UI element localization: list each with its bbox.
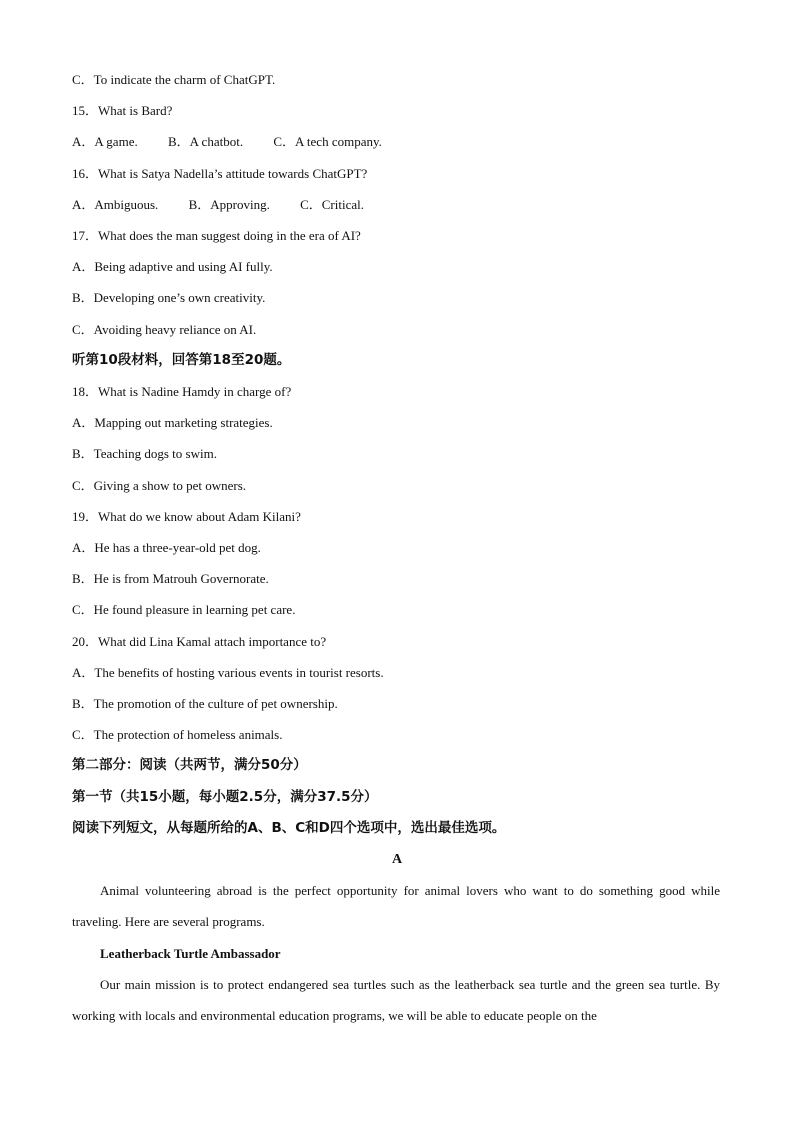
q16-option-b: B．Approving. [188,196,270,212]
program-title: Leatherback Turtle Ambassador [100,945,281,961]
reading-instruction: 阅读下列短文，从每题所给的A、B、C和D四个选项中，选出最佳选项。 [72,819,506,836]
q20-option-a: A．The benefits of hosting various events in tourist resorts. [72,664,384,680]
q16-option-c: C．Critical. [300,196,364,212]
q20-option-b: B．The promotion of the culture of pet ownership. [72,696,338,712]
q15-option-a: A．A game. [72,134,138,150]
q19-option-b: B．He is from Matrouh Governorate. [72,571,269,587]
q20-option-c: C．The protection of homeless animals. [72,727,283,743]
q17-stem: 17．What does the man suggest doing in the era of AI? [72,228,361,244]
section10-heading: 听第10段材料，回答第18至20题。 [72,351,291,368]
q14-option-c: C．To indicate the charm of ChatGPT. [72,72,276,87]
passage-label: A [391,852,403,868]
q15-option-c: C．A tech company. [273,134,382,150]
passage-intro: Animal volunteering abroad is the perfect opportunity for animal lovers who want to do something good while traveling. Here are several programs. [72,883,720,930]
q20-stem: 20．What did Lina Kamal attach importance to? [72,633,327,649]
q19-option-c: C．He found pleasure in learning pet care. [72,602,296,618]
q15-option-b: B．A chatbot. [167,134,244,150]
q19-option-a: A．He has a three-year-old pet dog. [72,540,261,556]
program-text: Our main mission is to protect endangered sea turtles such as the leatherback sea turtle and the green sea turtle. By working with locals and environmental education programs, we will be able to educate people on the [72,976,720,1024]
q15-stem: 15．What is Bard? [72,103,173,119]
q18-stem: 18．What is Nadine Hamdy in charge of? [72,384,292,400]
q16-options [72,189,722,220]
q17-option-b: B．Developing one’s own creativity. [72,290,266,306]
exam-page [72,64,722,1031]
q19-stem: 19．What do we know about Adam Kilani? [72,508,301,524]
q16-option-a: A．Ambiguous. [72,196,159,212]
q15-options [72,126,722,157]
part2-heading: 第二部分：阅读（共两节，满分50分） [72,757,307,774]
q18-option-c: C．Giving a show to pet owners. [72,477,247,493]
q17-option-a: A．Being adaptive and using AI fully. [72,259,273,275]
section1-heading: 第一节（共15小题，每小题2.5分，满分37.5分） [72,788,378,805]
q17-option-c: C．Avoiding heavy reliance on AI. [72,321,257,337]
q18-option-a: A．Mapping out marketing strategies. [72,415,273,431]
q16-stem: 16．What is Satya Nadella’s attitude towards ChatGPT? [72,165,368,181]
q18-option-b: B．Teaching dogs to swim. [72,446,217,462]
